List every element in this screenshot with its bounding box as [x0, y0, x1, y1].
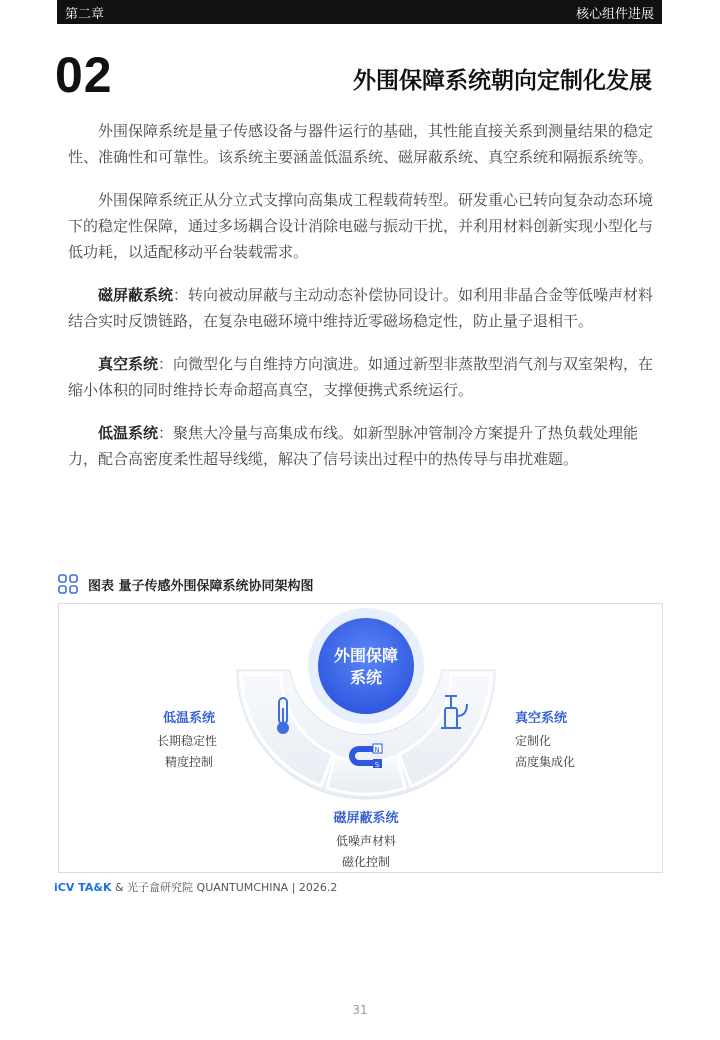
paragraph-text: 外围保障系统是量子传感设备与器件运行的基础，其性能直接关系到测量结果的稳定性、准确性和可靠性。该系统主要涵盖低温系统、磁屏蔽系统、真空系统和隔振系统等。 — [68, 122, 654, 166]
paragraph — [68, 187, 654, 265]
paragraph-text: ：向微型化与自维持方向演进。如通过新型非蒸散型消气剂与双室架构，在缩小体积的同时维持长寿命超高真空，支撑便携式系统运行。 — [68, 355, 654, 399]
chapter-number: 02 — [55, 47, 113, 103]
architecture-diagram — [58, 603, 663, 873]
paragraph-text: ：聚焦大冷量与高集成布线。如新型脉冲管制冷方案提升了热负载处理能力，配合高密度柔性超导线缆，解决了信号读出过程中的热传导与串扰难题。 — [68, 424, 639, 468]
diagram-svg — [59, 604, 662, 872]
magnet-s-label: S — [374, 761, 380, 769]
center-label-line1: 外围保障 — [333, 646, 399, 665]
magnetic-title: 磁屏蔽系统 — [333, 811, 399, 826]
paragraph-lead: 磁屏蔽系统 — [98, 286, 174, 304]
source-text: & 光子盒研究院 QUANTUMCHINA | 2026.2 — [111, 881, 338, 894]
paragraph-text: ：转向被动屏蔽与主动动态补偿协同设计。如利用非晶合金等低噪声材料结合实时反馈链路，在复杂电磁环境中维持近零磁场稳定性，防止量子退相干。 — [68, 286, 654, 330]
paragraph — [68, 118, 654, 170]
paragraph — [68, 420, 654, 472]
magnet-n-label: N — [374, 746, 380, 754]
source-brand: iCV TA&K — [54, 881, 112, 894]
section-label: 核心组件进展 — [575, 7, 654, 22]
source-note — [54, 879, 337, 895]
page-number: 31 — [352, 1003, 368, 1017]
chapter-header-bar — [57, 0, 662, 24]
paragraph-lead: 真空系统 — [98, 355, 159, 373]
chapter-title: 外围保障系统朝向定制化发展 — [353, 68, 652, 94]
vacuum-title: 真空系统 — [515, 711, 568, 726]
center-label-line2: 系统 — [349, 668, 383, 687]
paragraph — [68, 282, 654, 334]
low-temp-line1: 长期稳定性 — [156, 734, 218, 748]
paragraph — [68, 351, 654, 403]
low-temp-line2: 精度控制 — [164, 755, 214, 769]
vacuum-line1: 定制化 — [515, 734, 552, 748]
paragraph-text: 外围保障系统正从分立式支撑向高集成工程载荷转型。研发重心已转向复杂动态环境下的稳定性保障，通过多场耦合设计消除电磁与振动干扰，并利用材料创新实现小型化与低功耗，以适配移动平台装载需求。 — [68, 191, 654, 261]
low-temp-title: 低温系统 — [162, 711, 216, 726]
center-circle — [318, 618, 414, 714]
paragraph-lead: 低温系统 — [98, 424, 159, 442]
grid-icon — [58, 574, 78, 594]
vacuum-line2: 高度集成化 — [515, 755, 576, 769]
magnetic-line2: 磁化控制 — [341, 855, 391, 869]
body-text — [68, 118, 654, 489]
chapter-label: 第二章 — [65, 7, 105, 22]
magnetic-line1: 低噪声材料 — [335, 834, 397, 848]
figure-caption-text: 图表 量子传感外围保障系统协同架构图 — [88, 579, 314, 594]
